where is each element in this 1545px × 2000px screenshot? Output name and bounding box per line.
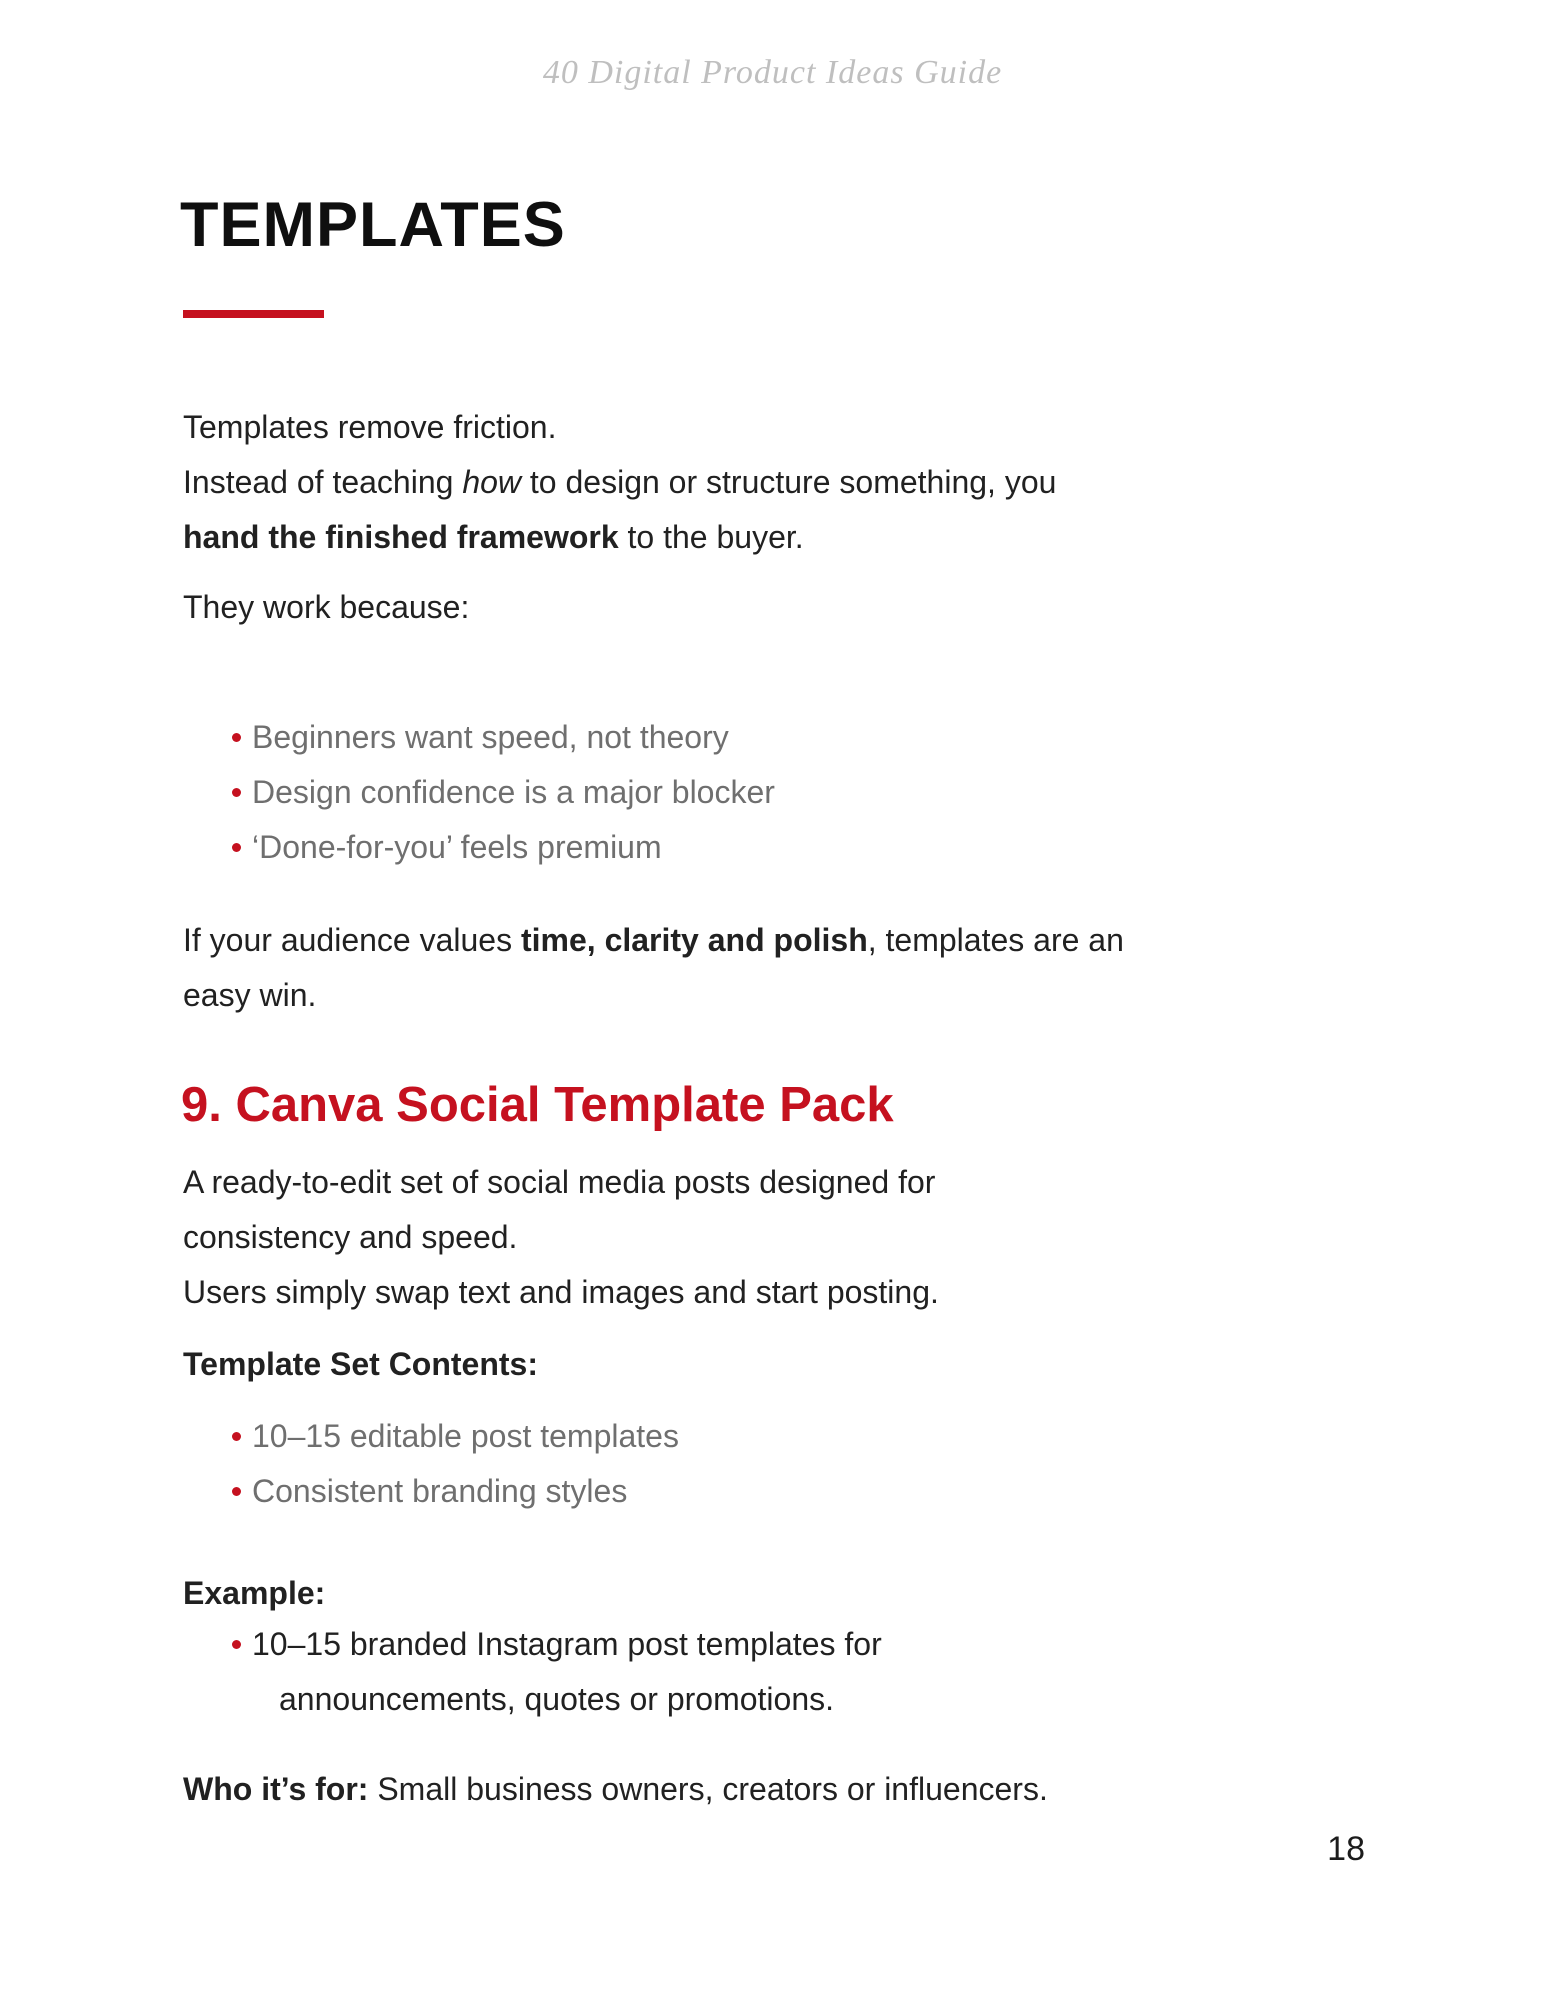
intro-paragraph [183,400,1413,565]
list-item [183,820,1413,875]
who-its-for-label: Who it’s for: [183,1771,369,1807]
audience-text-c: , templates are an [867,922,1124,958]
running-header: 40 Digital Product Ideas Guide [542,54,1003,91]
intro-line-2a: Instead of teaching [183,464,463,500]
audience-text-d: easy win. [183,977,317,1013]
intro-line-2c: to design or structure something, you [521,464,1057,500]
list-item-text [252,1617,1413,1727]
list-item [183,1464,1413,1519]
audience-text-a: If your audience values [183,922,521,958]
desc-line-3: Users simply swap text and images and start posting. [183,1274,939,1310]
list-item-text: ‘Done-for-you’ feels premium [252,829,662,865]
list-item [183,710,1413,765]
reasons-list [183,710,1413,875]
who-its-for-text: Small business owners, creators or influencers. [368,1771,1048,1807]
desc-line-1: A ready-to-edit set of social media posts designed for [183,1164,936,1200]
example-list [183,1617,1413,1727]
contents-label: Template Set Contents: [183,1346,538,1382]
bullet-dot-icon [232,843,241,852]
intro-bold-framework: hand the finished framework [183,519,619,555]
page-title: TEMPLATES [180,190,566,260]
section-heading: 9. Canva Social Template Pack [181,1078,894,1132]
section-description [183,1155,1413,1320]
who-its-for-paragraph [183,1762,1413,1817]
list-item-text: 10–15 editable post templates [252,1418,679,1454]
list-item [183,1617,1413,1727]
list-item-text: Consistent branding styles [252,1473,628,1509]
they-work-paragraph: They work because: [183,589,470,625]
example-item-line-2: announcements, quotes or promotions. [279,1681,834,1717]
desc-line-2: consistency and speed. [183,1219,518,1255]
list-item-text: Beginners want speed, not theory [252,719,729,755]
list-item [183,765,1413,820]
intro-line-1: Templates remove friction. [183,409,557,445]
page-number: 18 [1327,1830,1365,1868]
example-label: Example: [183,1575,326,1611]
audience-bold: time, clarity and polish [520,922,868,958]
bullet-dot-icon [232,1487,241,1496]
bullet-dot-icon [232,733,241,742]
list-item-text: Design confidence is a major blocker [252,774,775,810]
title-underline-rule [183,310,324,318]
bullet-dot-icon [232,1640,241,1649]
bullet-dot-icon [232,788,241,797]
example-item-line-1: 10–15 branded Instagram post templates for [252,1626,882,1662]
intro-italic-how: how [462,464,522,500]
contents-list [183,1409,1413,1519]
bullet-dot-icon [232,1432,241,1441]
list-item [183,1409,1413,1464]
audience-paragraph [183,913,1413,1023]
intro-line-3b: to the buyer. [618,519,804,555]
